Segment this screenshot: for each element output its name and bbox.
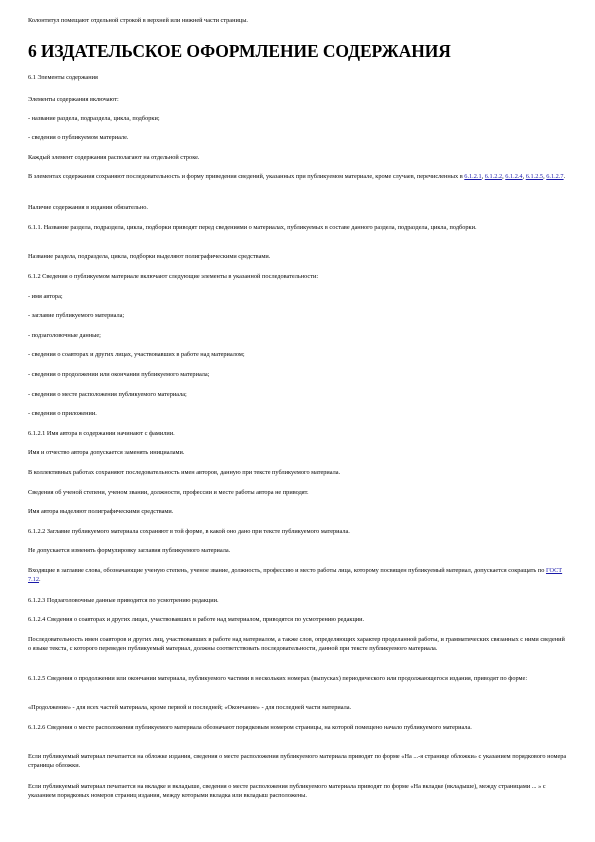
clause-link[interactable]: 6.1.2.4 <box>505 173 523 180</box>
paragraph: Название раздела, подраздела, цикла, подборки выделяют полиграфическими средствами. <box>28 253 271 260</box>
paragraph: Каждый элемент содержания располагают на отдельной строке. <box>28 154 200 161</box>
paragraph: «Продолжение» - для всех частей материала, кроме первой и последней; «Окончание» - для последней части материала. <box>28 704 352 711</box>
paragraph: 6.1.2.1 Имя автора в содержании начинают с фамилии. <box>28 430 175 437</box>
subsection-title: 6.1 Элементы содержания <box>28 74 98 81</box>
list-item: - имя автора; <box>28 293 63 300</box>
paragraph: 6.1.2.2 Заглавие публикуемого материала сохраняют в той форме, в какой оно дано при тексте публикуемого материала. <box>28 528 350 535</box>
clause-link[interactable]: 6.1.2.7 <box>546 173 564 180</box>
paragraph: 6.1.2 Сведения о публикуемом материале включают следующие элементы в указанной последовательности: <box>28 273 319 280</box>
paragraph: Наличие содержания в издании обязательно. <box>28 204 148 211</box>
list-item: - название раздела, подраздела, цикла, подборки; <box>28 115 160 122</box>
list-item: - сведения о продолжении или окончании публикуемого материала; <box>28 371 210 378</box>
list-item: - заглавие публикуемого материала; <box>28 312 125 319</box>
paragraph: Имя и отчество автора допускается заменять инициалами. <box>28 449 185 456</box>
paragraph: 6.1.2.3 Подзаголовочные данные приводятся по усмотрению редакции. <box>28 597 219 604</box>
paragraph: Имя автора выделяют полиграфическими средствами. <box>28 508 174 515</box>
paragraph: 6.1.1. Название раздела, подраздела, цикла, подборки приводят перед сведениями о материалах, публикуемых в составе данного раздела, подраздела, цикла, подборки. <box>28 224 477 231</box>
clause-link[interactable]: 6.1.2.2 <box>484 173 503 180</box>
section-heading: 6 ИЗДАТЕЛЬСКОЕ ОФОРМЛЕНИЕ СОДЕРЖАНИЯ <box>28 41 451 61</box>
paragraph-with-links: В элементах содержания сохраняют последовательность и форму приведения сведений, указанных при публикуемом материале, кроме случаев, перечисленных в 6.1.2.1, 6.1.2.2, 6.1.2.4, 6.1.2.5, 6.1.2.7. <box>28 173 566 180</box>
paragraph-text: Входящие в заглавие слова, обозначающие ученую степень, ученое звание, должность, профессию и место работы лица, которому посвящен публикуемый материал, допускается сокращать по <box>28 567 545 574</box>
paragraph-end: . <box>39 576 41 583</box>
paragraph: Если публикуемый материал печатается на обложке издания, сведения о месте расположения публикуемого материала приводят по форме «На ...-я странице обложки» с указанием порядкового номера страницы обложки. <box>28 753 567 769</box>
paragraph: 6.1.2.4 Сведения о соавторах и других лицах, участвовавших в работе над материалом, приводятся по усмотрению редакции. <box>28 616 365 623</box>
paragraph: Не допускается изменять формулировку заглавия публикуемого материала. <box>28 547 231 554</box>
paragraph: 6.1.2.6 Сведения о месте расположения публикуемого материала обозначают порядковым номером страницы, на которой помещено начало публикуемого материала. <box>28 724 472 731</box>
paragraph: В коллективных работах сохраняют последовательность имен авторов, данную при тексте публикуемого материала. <box>28 469 341 476</box>
gost-link[interactable]: ГОСТ 7.12 <box>28 567 563 583</box>
list-item: - сведения о соавторах и других лицах, участвовавших в работе над материалом; <box>28 351 245 358</box>
clause-link[interactable]: 6.1.2.1 <box>464 173 482 180</box>
paragraph: Последовательность имен соавторов и других лиц, участвовавших в работе над материалом, а также слов, определяющих характер проделанной работы, и грамматических связанных с ними сведений о языке текста, с которого переведен публикуемый материал, должны соответствовать последовательности, данной при тексте публикуемого материала. <box>28 636 565 652</box>
clause-link[interactable]: 6.1.2.5 <box>525 173 544 180</box>
paragraph: 6.1.2.5 Сведения о продолжении или окончании материала, публикуемого частями в нескольких номерах (выпусках) периодического или продолжающегося издания, приводят по форме: <box>28 675 528 682</box>
list-item: - сведения о месте расположения публикуемого материала; <box>28 391 187 398</box>
paragraph-end: . <box>563 173 566 180</box>
paragraph-text: В элементах содержания сохраняют последовательность и форму приведения сведений, указанных при публикуемом материале, кроме случаев, перечисленных в <box>28 173 463 180</box>
paragraph: Сведения об ученой степени, ученом звании, должности, профессии и месте работы автора не приводят. <box>28 489 309 496</box>
paragraph: Если публикуемый материал печатается на вкладке и вкладыше, сведения о месте расположения публикуемого материала приводят по форме «На вкладке (вкладыше), между страницами ... » с указанием порядковых номеров страниц издания, между которыми вкладка или вкладыш расположены. <box>28 783 546 799</box>
paragraph: Элементы содержания включают: <box>28 96 119 103</box>
paragraph-with-link <box>28 566 568 584</box>
header-note: Колонтитул помещают отдельной строкой в верхней или нижней части страницы. <box>28 17 248 24</box>
list-item: - подзаголовочные данные; <box>28 332 101 339</box>
list-item: - сведения о приложении. <box>28 410 97 417</box>
list-item: - сведения о публикуемом материале. <box>28 134 129 141</box>
